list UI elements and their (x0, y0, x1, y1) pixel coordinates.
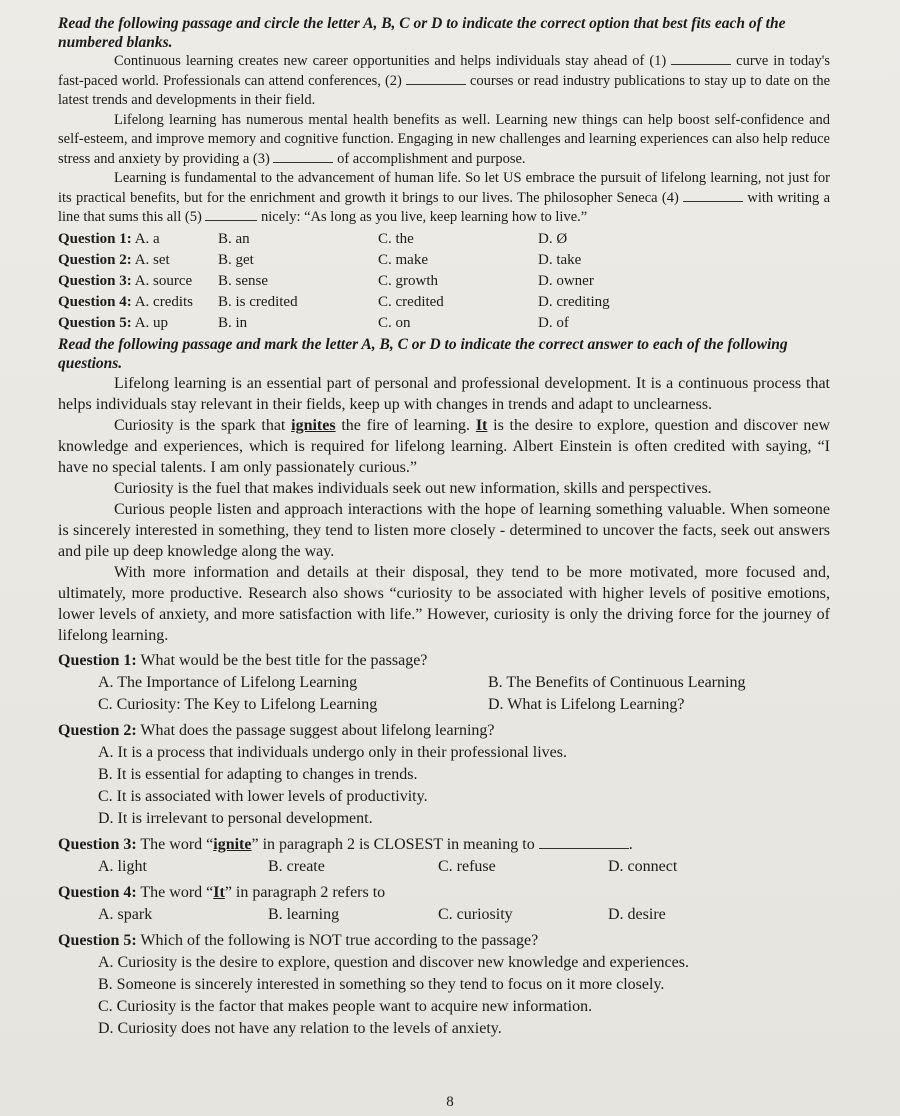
option-b[interactable]: B. Someone is sincerely interested in something so they tend to focus on it more closely. (98, 975, 665, 993)
option-a[interactable]: A. The Importance of Lifelong Learning (98, 673, 358, 691)
option-a[interactable]: A. source (134, 272, 193, 289)
option-b[interactable]: B. learning (268, 905, 340, 923)
option-d[interactable]: D. Curiosity does not have any relation to the levels of anxiety. (98, 1019, 502, 1037)
option-a[interactable]: A. Curiosity is the desire to explore, question and discover new knowledge and experiences. (98, 953, 689, 971)
option-d[interactable]: D. What is Lifelong Learning? (488, 695, 685, 713)
option-b[interactable]: B. The Benefits of Continuous Learning (488, 673, 746, 691)
option-c[interactable]: C. Curiosity: The Key to Lifelong Learning (98, 695, 378, 713)
reading-question-3: Question 3: The word “ignite” in paragraph 2 is CLOSEST in meaning to . A. light B. create C. refuse D. connect (58, 834, 830, 878)
option-c[interactable]: C. refuse (438, 857, 496, 875)
cloze-paragraph-2: Lifelong learning has numerous mental health benefits as well. Learning new things can help boost self-confidence and self-esteem, and improve memory and cognitive function. Engaging in new challenges and learning experiences can also help reduce stress and anxiety by providing a (3) of accomplishment and purpose. (58, 111, 830, 167)
underlined-word-it: It (475, 416, 488, 434)
option-b[interactable]: B. get (218, 251, 254, 268)
option-c[interactable]: C. the (378, 230, 414, 247)
answer-blank[interactable] (539, 836, 629, 849)
option-c[interactable]: C. curiosity (438, 905, 513, 923)
reading-paragraph-4: Curious people listen and approach interactions with the hope of learning something valuable. When someone is sincerely interested in something, they tend to listen more closely - determined to uncover the facts, seek out answers and pile up deep knowledge along the way. (58, 500, 830, 560)
option-d[interactable]: D. connect (608, 857, 678, 875)
option-a[interactable]: A. set (134, 251, 170, 268)
blank-1[interactable] (671, 52, 731, 65)
option-c[interactable]: C. credited (378, 293, 444, 310)
blank-4[interactable] (683, 189, 743, 202)
section1-instruction: Read the following passage and circle the letter A, B, C or D to indicate the correct option that best fits each of the numbered blanks. (58, 15, 786, 51)
option-b[interactable]: B. is credited (218, 293, 298, 310)
option-a[interactable]: A. light (98, 857, 147, 875)
cloze-question-row: Question 4: A. credits B. is credited C. credited D. crediting (58, 293, 830, 312)
option-b[interactable]: B. create (268, 857, 325, 875)
reading-paragraph-5: With more information and details at their disposal, they tend to be more motivated, more focused and, ultimately, more productive. Research also shows “curiosity to be associated with higher levels of positive emotions, lower levels of anxiety, and more satisfaction with life.” However, curiosity is only the driving force for the journey of lifelong learning. (58, 563, 830, 644)
option-d[interactable]: D. take (538, 251, 582, 268)
blank-3[interactable] (273, 150, 333, 163)
option-d[interactable]: D. Ø (538, 230, 568, 247)
option-d[interactable]: D. owner (538, 272, 594, 289)
option-b[interactable]: B. an (218, 230, 250, 247)
option-b[interactable]: B. It is essential for adapting to changes in trends. (98, 765, 418, 783)
option-b[interactable]: B. sense (218, 272, 268, 289)
option-c[interactable]: C. Curiosity is the factor that makes people want to acquire new information. (98, 997, 593, 1015)
reading-question-4: Question 4: The word “It” in paragraph 2 refers to A. spark B. learning C. curiosity D. desire (58, 882, 830, 926)
cloze-paragraph-1: Continuous learning creates new career opportunities and helps individuals stay ahead of (1) curve in today's fast-paced world. Professionals can attend conferences, (2) courses or read industry publications to stay up to date on the latest trends and developments in their field. (58, 53, 831, 108)
cloze-answer-options (58, 230, 830, 333)
underlined-word-ignites: ignites (291, 416, 336, 434)
reading-question-5: Question 5: Which of the following is NOT true according to the passage? A. Curiosity is the desire to explore, question and discover new knowledge and experiences. B. Someone is sincerely interested in something so they tend to focus on it more closely. C. Curiosity is the factor that makes people want to acquire new information. D. Curiosity does not have any relation to the levels of anxiety. (58, 930, 830, 1040)
option-a[interactable]: A. It is a process that individuals undergo only in their professional lives. (98, 743, 567, 761)
option-a[interactable]: A. up (134, 314, 169, 331)
reading-question-2: Question 2: What does the passage suggest about lifelong learning? A. It is a process that individuals undergo only in their professional lives. B. It is essential for adapting to changes in trends. C. It is associated with lower levels of productivity. D. It is irrelevant to personal development. (58, 720, 830, 830)
cloze-question-row: Question 1: A. a B. an C. the D. Ø (58, 230, 830, 249)
blank-2[interactable] (406, 72, 466, 85)
blank-5[interactable] (205, 208, 257, 221)
option-c[interactable]: C. make (378, 251, 428, 268)
option-c[interactable]: C. on (378, 314, 411, 331)
page-number: 8 (446, 1094, 454, 1110)
option-d[interactable]: D. desire (608, 905, 666, 923)
option-d[interactable]: D. of (538, 314, 569, 331)
option-a[interactable]: A. spark (98, 905, 153, 923)
option-b[interactable]: B. in (218, 314, 248, 331)
cloze-question-row: Question 2: A. set B. get C. make D. take (58, 251, 830, 270)
cloze-question-row: Question 3: A. source B. sense C. growth D. owner (58, 272, 830, 291)
option-d[interactable]: D. crediting (538, 293, 610, 310)
option-d[interactable]: D. It is irrelevant to personal development. (98, 809, 373, 827)
reading-paragraph-3: Curiosity is the fuel that makes individuals seek out new information, skills and perspectives. (114, 479, 712, 497)
option-c[interactable]: C. It is associated with lower levels of productivity. (98, 787, 428, 805)
option-a[interactable]: A. a (134, 230, 160, 247)
option-a[interactable]: A. credits (134, 293, 194, 310)
reading-paragraph-2: Curiosity is the spark that ignites the fire of learning. It is the desire to explore, question and discover new knowledge and experiences, which is required for lifelong learning. Albert Einstein is often credited with saying, “I have no special talents. I am only passionately curious.” (58, 416, 831, 476)
cloze-paragraph-3: Learning is fundamental to the advancement of human life. So let US embrace the pursuit of lifelong learning, not just for its practical benefits, but for the enrichment and growth it brings to our lives. The philosopher Seneca (4) with writing a line that sums this all (5) nicely: “As long as you live, keep learning how to live.” (58, 170, 831, 225)
reading-question-1: Question 1: What would be the best title for the passage? A. The Importance of Lifelong Learning B. The Benefits of Continuous Learning C. Curiosity: The Key to Lifelong Learning D. What is Lifelong Learning? (58, 650, 830, 716)
reading-paragraph-1: Lifelong learning is an essential part of personal and professional development. It is a continuous process that helps individuals stay relevant in their fields, keep up with changes in trends and adapt to unclearness. (58, 374, 830, 413)
cloze-question-row: Question 5: A. up B. in C. on D. of (58, 314, 830, 333)
section2-instruction: Read the following passage and mark the letter A, B, C or D to indicate the correct answer to each of the following questions. (58, 335, 788, 372)
option-c[interactable]: C. growth (378, 272, 438, 289)
